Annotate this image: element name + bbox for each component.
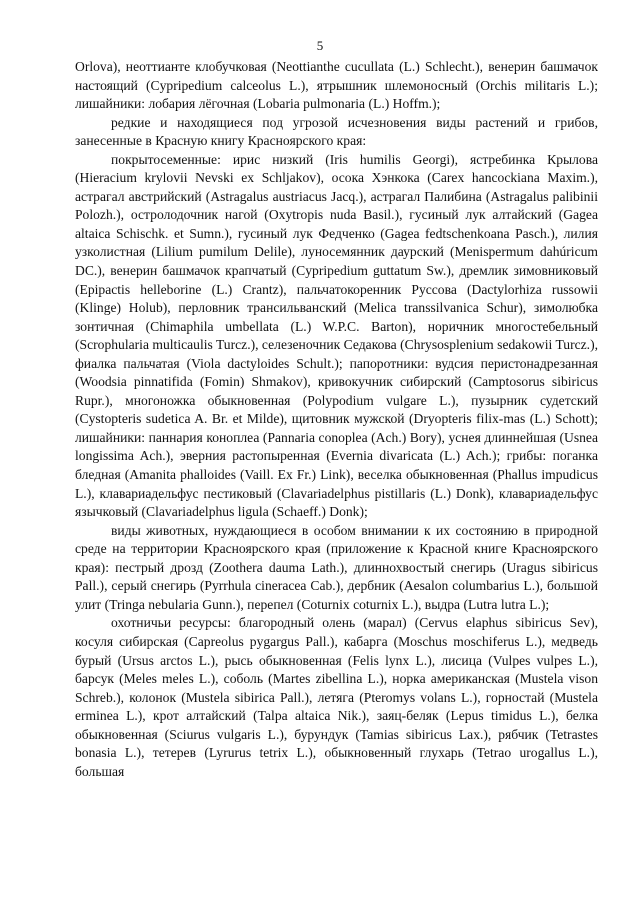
- paragraph-continuation: Orlova), неоттианте клобучковая (Neottianthe cucullata (L.) Schlecht.), венерин башмачок настоящий (Cypripedium calceolus L.), ятрышник шлемоносный (Orchis militaris L.); лишайники: лобария лёгочная (Lobaria pulmonaria (L.) Hoffm.);: [75, 59, 598, 112]
- page-number: 5: [316, 38, 324, 53]
- paragraph-rare-species-heading: редкие и находящиеся под угрозой исчезновения виды растений и грибов, занесенные в Красную книгу Красноярского края:: [75, 114, 598, 149]
- paragraph-hunting-resources: охотничьи ресурсы: благородный олень (марал) (Cervus elaphus sibiricus Sev), косуля сибирская (Capreolus pygargus Pall.), кабарга (Moschus moschiferus L.), медведь бурый (Ursus arctos L.), рысь обыкновенная (Felis lynx L.), лисица (Vulpes vulpes L.), барсук (Meles meles L.), соболь (Martes zibellina L.), норка американская (Mustela vison Schreb.), колонок (Mustela sibirica Pall.), летяга (Pteromys volans L.), горностай (Mustela erminea L.), крот алтайский (Talpa altaica Nik.), заяц-беляк (Lepus timidus L.), белка обыкновенная (Sciurus vulgaris L.), бурундук (Tamias sibiricus Lax.), рябчик (Tetrastes bonasia L.), тетерев (Lyrurus tetrix L.), обыкновенный глухарь (Tetrao urogallus L.), большая: [75, 615, 598, 779]
- page-body: [75, 58, 598, 781]
- paragraph-plants-fungi: покрытосеменные: ирис низкий (Iris humilis Georgi), ястребинка Крылова (Hieracium krylovii Nevski ex Schljakov), осока Хэнкока (Carex hancockiana Maxim.), астрагал австрийский (Astragalus austriacus Jacq.), астрагал Палибина (Astragalus palibinii Polozh.), остролодочник нагой (Oxytropis nuda Basil.), гусиный лук алтайский (Gagea altaica Schischk. et Sumn.), гусиный лук Федченко (Gagea fedtschenkoana Pasch.), лилия узколистная (Lilium pumilum Delile), луносемянник даурский (Menispermum dahúricum DC.), венерин башмачок крапчатый (Cypripedium guttatum Sw.), дремлик зимовниковый (Epipactis helleborine (L.) Crantz), пальчатокоренник Руссова (Dactylorhiza russowii (Klinge) Holub), перловник трансильванский (Melica transsilvanica Schur), зимолюбка зонтичная (Chimaphila umbellata (L.) W.P.C. Barton), норичник многостебельный (Scrophularia multicaulis Turcz.), селезеночник Седакова (Chrysosplenium sedakowii Turcz.), фиалка пальчатая (Viola dactyloides Schult.); папоротники: вудсия перистонадрезанная (Woodsia pinnatifida (Fomin) Shmakov), кривокучник сибирский (Camptosorus sibiricus Rupr.), многоножка обыкновенная (Polypodium vulgare L.), пузырник судетский (Cystopteris sudetica A. Br. et Milde), щитовник мужской (Dryopteris filix-mas (L.) Schott); лишайники: паннария коноплеа (Pannaria conoplea (Ach.) Bory), уснея длиннейшая (Usnea longissima Ach.), эверния растопыренная (Evernia divaricata (L.) Ach.); грибы: поганка бледная (Amanita phalloides (Vaill. Ex Fr.) Link), веселка обыкновенная (Phallus impudicus L.), клавариадельфус пестиковый (Clavariadelphus pistillaris (L.) Donk), клавариадельфус язычковый (Clavariadelphus ligula (Schaeff.) Donk);: [75, 151, 598, 520]
- paragraph-animals-attention: виды животных, нуждающиеся в особом внимании к их состоянию в природной среде на территории Красноярского края (приложение к Красной книге Красноярского края): пестрый дрозд (Zoothera dauma Lath.), длиннохвостый снегирь (Uragus sibiricus Pall.), серый снегирь (Pyrrhula cineracea Cab.), дербник (Aesalon columbarius L.), большой улит (Tringa nebularia Gunn.), перепел (Coturnix coturnix L.), выдра (Lutra lutra L.);: [75, 522, 598, 612]
